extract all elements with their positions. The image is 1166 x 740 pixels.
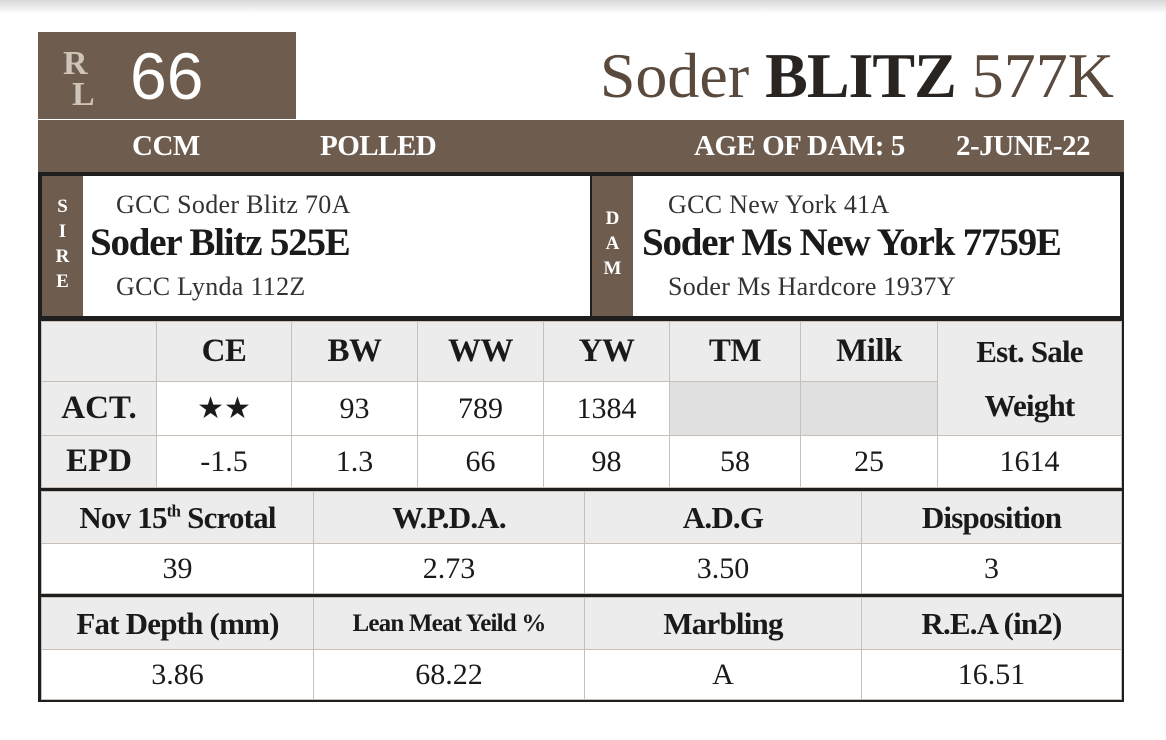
header-milk: Milk (801, 322, 938, 382)
act-yw: 1384 (544, 382, 670, 436)
birth-date: 2-JUNE-22 (956, 130, 1091, 162)
corner-cell (42, 322, 157, 382)
info-band (38, 120, 1124, 172)
header-bw: BW (292, 322, 418, 382)
dam-tab (592, 176, 633, 316)
rl-logo-icon (60, 42, 102, 108)
lean-meat-yield-value: 68.22 (314, 650, 585, 700)
epd-ww: 66 (418, 436, 544, 488)
measures-table-2 (38, 594, 1124, 702)
sire-of-sire: GCC Soder Blitz 70A (116, 190, 351, 219)
breed: CCM (132, 130, 200, 162)
header-est-sale-weight (938, 322, 1122, 436)
header-ww: WW (418, 322, 544, 382)
sire-name: Soder Blitz 525E (90, 221, 350, 264)
wpda-value: 2.73 (314, 544, 585, 594)
weight-label: Weight (984, 387, 1075, 423)
animal-name-prefix: Soder (599, 40, 750, 111)
disposition-value: 3 (862, 544, 1122, 594)
est-sale-weight-value: 1614 (938, 436, 1122, 488)
animal-name-main: BLITZ (765, 40, 956, 111)
measures-table-1 (38, 488, 1124, 596)
header-adg: A.D.G (585, 492, 862, 544)
sire-panel (42, 176, 590, 316)
header-yw: YW (544, 322, 670, 382)
row-label-epd: EPD (42, 436, 157, 488)
dam-of-sire: GCC Lynda 112Z (116, 272, 306, 301)
pedigree (38, 172, 1124, 318)
row-label-act: ACT. (42, 382, 157, 436)
lot-badge (38, 32, 296, 119)
header-scrotal (42, 492, 314, 544)
lot-number: 66 (130, 39, 204, 113)
sire-of-dam: GCC New York 41A (668, 190, 890, 219)
animal-name (600, 36, 1114, 116)
dam-tab-letter: D (605, 208, 620, 229)
animal-name-suffix: 577K (971, 40, 1114, 111)
dam-name: Soder Ms New York 7759E (642, 221, 1061, 264)
sire-tab-letter: R (55, 246, 70, 267)
performance-table (38, 318, 1124, 490)
epd-yw: 98 (544, 436, 670, 488)
header-ce: CE (157, 322, 292, 382)
sire-tab-letter: E (56, 271, 69, 292)
dam-tab-letter: M (603, 258, 622, 279)
act-milk (801, 382, 938, 436)
epd-bw: 1.3 (292, 436, 418, 488)
epd-milk: 25 (801, 436, 938, 488)
marbling-value: A (585, 650, 862, 700)
dam-panel (592, 176, 1120, 316)
sire-tab (42, 176, 83, 316)
dam-of-dam: Soder Ms Hardcore 1937Y (668, 272, 956, 301)
act-ww: 789 (418, 382, 544, 436)
svg-text:R: R (63, 45, 88, 82)
act-bw: 93 (292, 382, 418, 436)
dam-tab-letter: A (605, 233, 620, 254)
scrotal-label-text: Scrotal (180, 499, 276, 535)
age-of-dam: AGE OF DAM: 5 (694, 130, 905, 162)
header-lean-meat-yield: Lean Meat Yeild % (314, 598, 585, 650)
header-marbling: Marbling (585, 598, 862, 650)
scrotal-label-suffix: th (166, 501, 181, 521)
header-fat-depth: Fat Depth (mm) (42, 598, 314, 650)
fat-depth-value: 3.86 (42, 650, 314, 700)
scrotal-label-date: Nov 15 (79, 499, 167, 535)
epd-tm: 58 (670, 436, 801, 488)
header-disposition: Disposition (862, 492, 1122, 544)
horn-status: POLLED (320, 130, 437, 162)
scrotal-value: 39 (42, 544, 314, 594)
act-ce-stars: ★★ (157, 382, 292, 436)
est-sale-label: Est. Sale (976, 333, 1083, 369)
rea-value: 16.51 (862, 650, 1122, 700)
header-rea: R.E.A (in2) (862, 598, 1122, 650)
act-tm (670, 382, 801, 436)
adg-value: 3.50 (585, 544, 862, 594)
top-shadow (0, 0, 1166, 14)
header-tm: TM (670, 322, 801, 382)
sire-tab-letter: I (58, 221, 67, 242)
epd-ce: -1.5 (157, 436, 292, 488)
header-wpda: W.P.D.A. (314, 492, 585, 544)
sire-tab-letter: S (57, 196, 68, 217)
svg-text:L: L (72, 76, 95, 108)
